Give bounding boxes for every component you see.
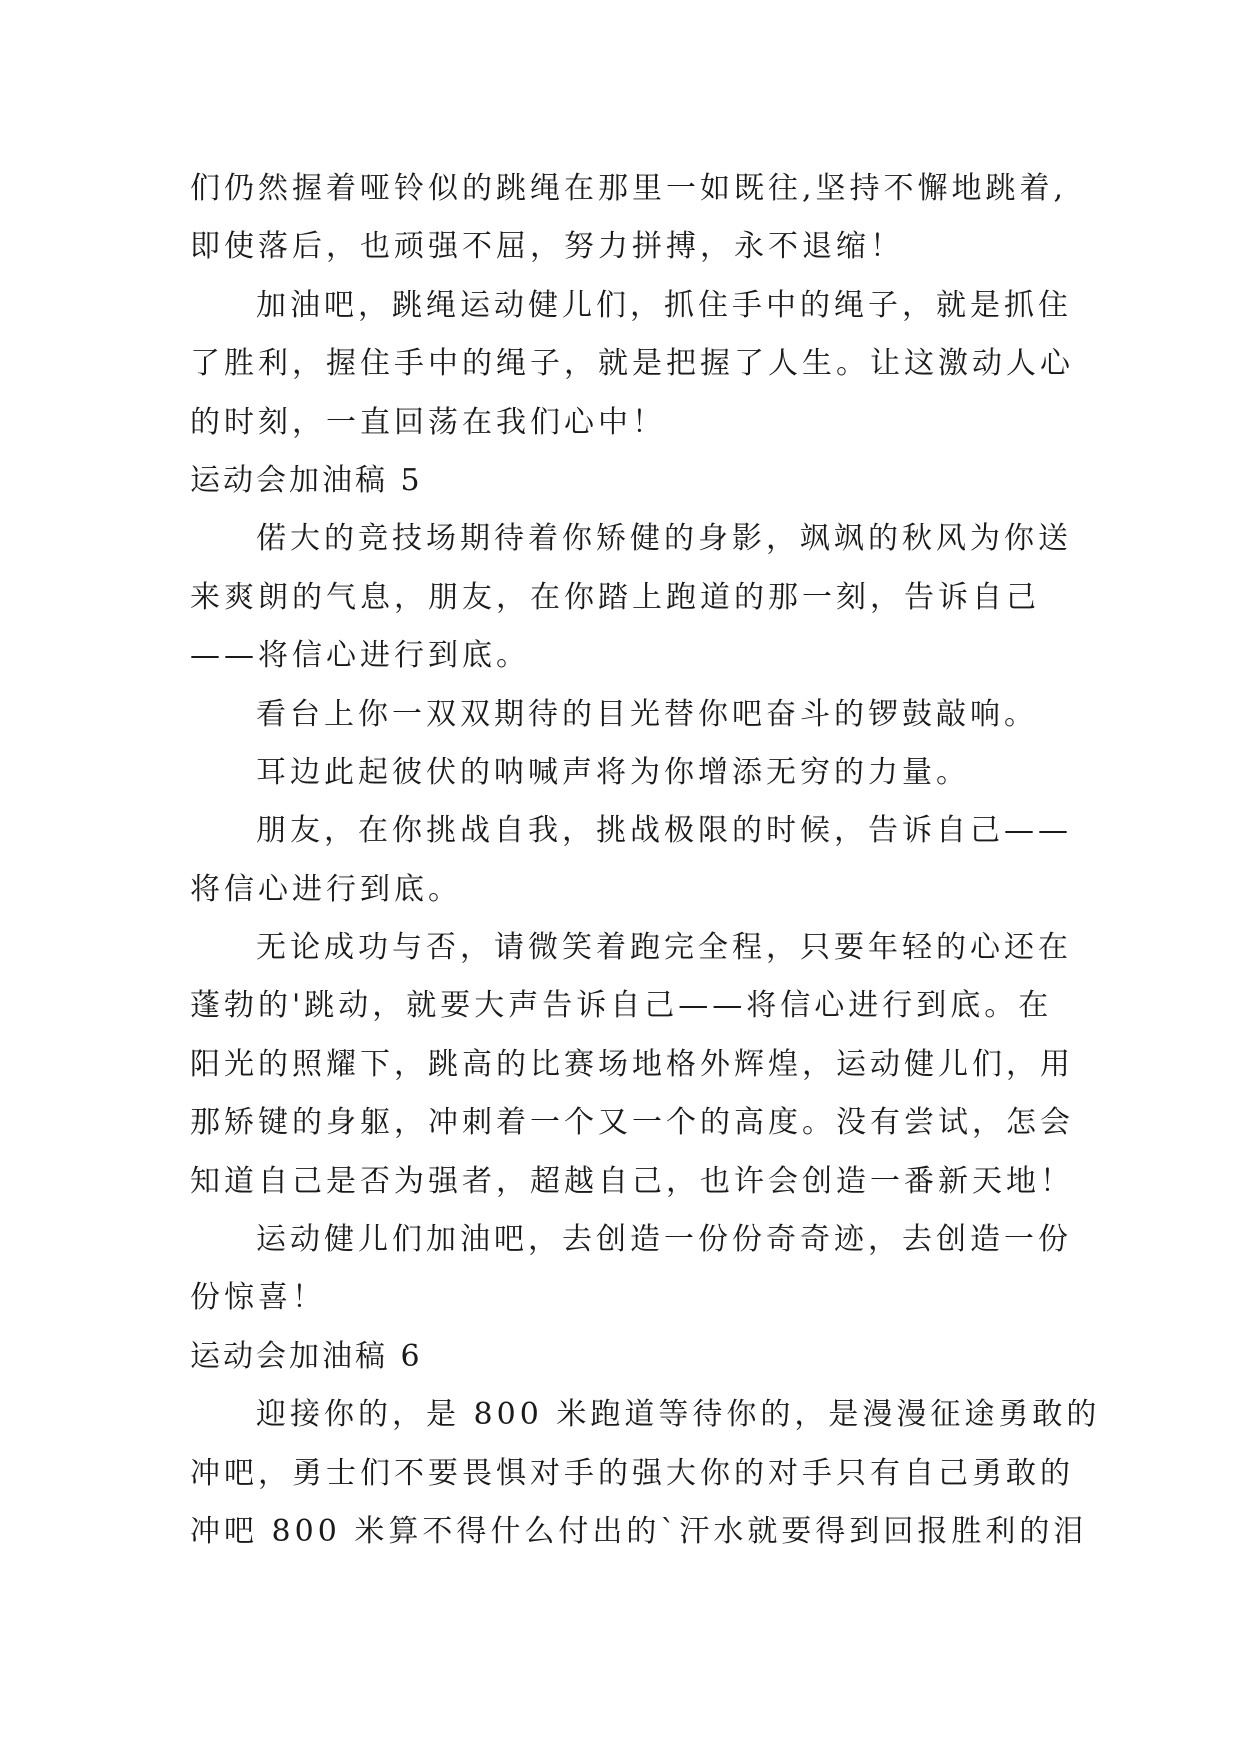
text-line: ——将信心进行到底。 xyxy=(190,638,530,674)
text-line: 来爽朗的气息，朋友，在你踏上跑道的那一刻，告诉自己 xyxy=(190,579,1040,615)
text-line: 冲吧，勇士们不要畏惧对手的强大你的对手只有自己勇敢的 xyxy=(190,1455,1074,1491)
paragraph-start: 运动健儿们加油吧，去创造一份份奇奇迹，去创造一份 xyxy=(256,1222,1072,1258)
text-line: 蓬勃的'跳动，就要大声告诉自己——将信心进行到底。在 xyxy=(190,988,1053,1024)
paragraph-start: 偌大的竞技场期待着你矫健的身影，飒飒的秋风为你送 xyxy=(256,521,1072,557)
text-line: 份惊喜！ xyxy=(190,1280,326,1316)
section-heading: 运动会加油稿 6 xyxy=(190,1338,423,1374)
document-body xyxy=(190,160,1101,1561)
text-line: 的时刻，一直回荡在我们心中！ xyxy=(190,404,666,440)
text-line: 阳光的照耀下，跳高的比赛场地格外辉煌，运动健儿们，用 xyxy=(190,1046,1074,1082)
paragraph-start: 迎接你的，是 800 米跑道等待你的，是漫漫征途勇敢的 xyxy=(256,1397,1101,1433)
text-line: 了胜利，握住手中的绳子，就是把握了人生。让这激动人心 xyxy=(190,346,1074,382)
text-line: 将信心进行到底。 xyxy=(190,871,462,907)
paragraph-start: 耳边此起彼伏的呐喊声将为你增添无穷的力量。 xyxy=(256,754,970,790)
paragraph-start: 无论成功与否，请微笑着跑完全程，只要年轻的心还在 xyxy=(256,930,1072,966)
text-line: 冲吧 800 米算不得什么付出的`汗水就要得到回报胜利的泪 xyxy=(190,1513,1088,1549)
paragraph-start: 看台上你一双双期待的目光替你吧奋斗的锣鼓敲响。 xyxy=(256,696,1038,732)
text-line: 知道自己是否为强者，超越自己，也许会创造一番新天地！ xyxy=(190,1163,1074,1199)
text-line: 们仍然握着哑铃似的跳绳在那里一如既往,坚持不懈地跳着, xyxy=(190,171,1068,206)
text-line: 那矫键的身躯，冲刺着一个又一个的高度。没有尝试，怎会 xyxy=(190,1105,1074,1141)
section-heading: 运动会加油稿 5 xyxy=(190,462,423,498)
paragraph-start: 朋友，在你挑战自我，挑战极限的时候，告诉自己—— xyxy=(256,813,1072,849)
text-line: 即使落后，也顽强不屈，努力拼搏，永不退缩！ xyxy=(190,229,904,265)
paragraph-start: 加油吧，跳绳运动健儿们，抓住手中的绳子，就是抓住 xyxy=(256,287,1072,323)
